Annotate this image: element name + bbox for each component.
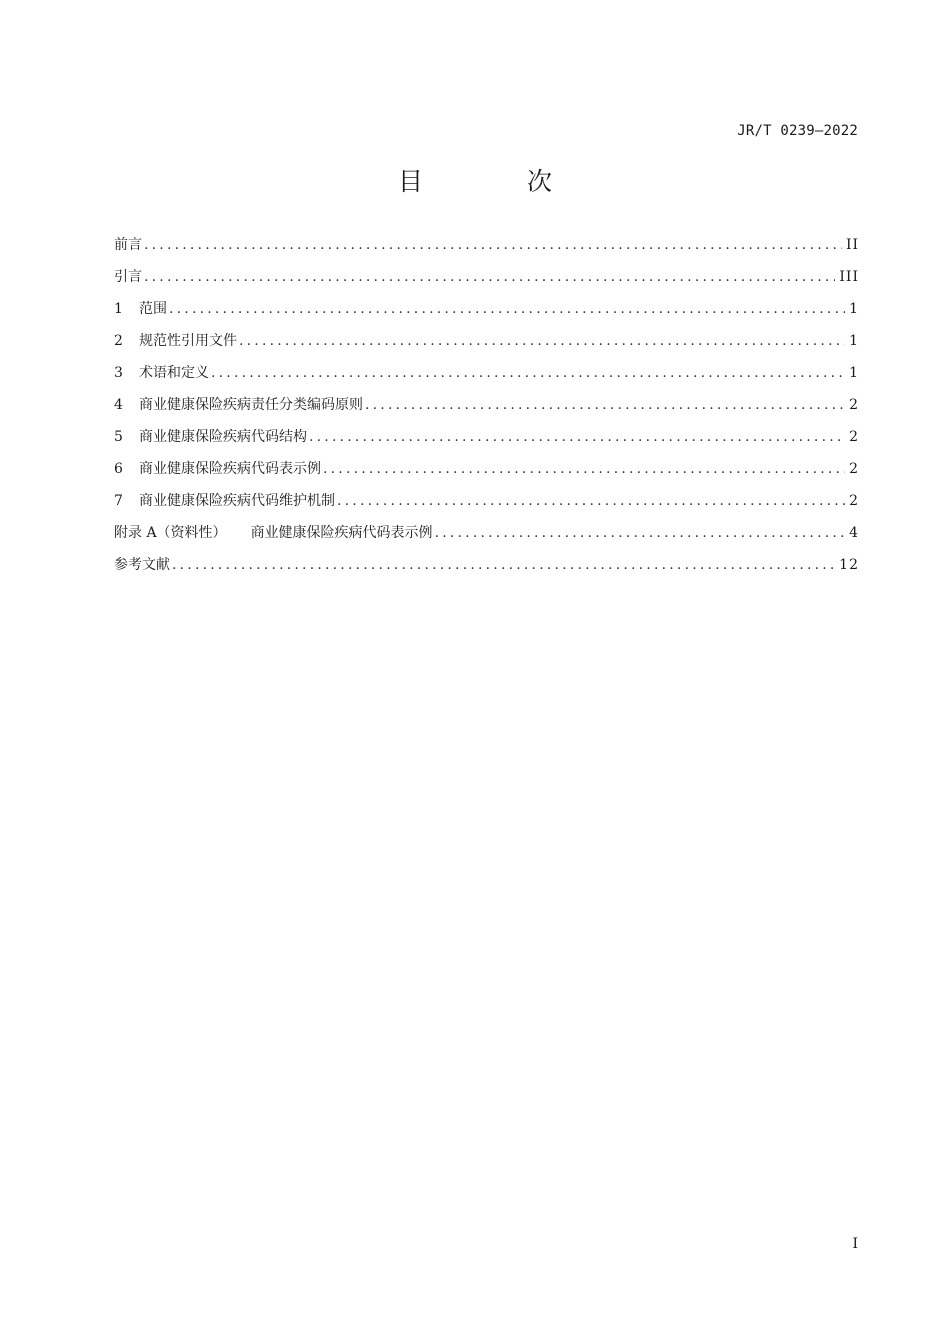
toc-entry-subtitle: 商业健康保险疾病代码表示例 [250, 525, 433, 541]
toc-entry-label: 商业健康保险疾病代码表示例 [139, 461, 321, 477]
toc-entry-page: 12 [839, 557, 859, 573]
toc-entry[interactable] [114, 552, 859, 584]
toc-entry-page: 4 [849, 525, 859, 541]
toc-entry-label: 参考文献 [114, 557, 170, 573]
toc-dot-leader [309, 424, 845, 450]
toc-dot-leader [323, 456, 845, 482]
toc-entry-label: 附录 A（资料性） [114, 525, 227, 541]
toc-entry-label: 前言 [114, 237, 142, 253]
toc-dot-leader [239, 328, 845, 354]
page-number: I [852, 1236, 858, 1252]
toc-entry-page: III [839, 269, 859, 285]
toc-entry-number: 6 [114, 461, 123, 477]
toc-entry[interactable] [114, 232, 859, 264]
toc-entry[interactable] [114, 456, 859, 488]
toc-dot-leader [435, 520, 846, 546]
toc-dot-leader [144, 232, 842, 258]
toc-dot-leader [144, 264, 835, 290]
toc-entry[interactable] [114, 488, 859, 520]
toc-entry[interactable] [114, 392, 859, 424]
toc-entry-label: 术语和定义 [139, 365, 209, 381]
toc-entry[interactable] [114, 360, 859, 392]
toc-dot-leader [211, 360, 845, 386]
toc-entry-number: 5 [114, 429, 123, 445]
toc-entry-page: 2 [849, 461, 859, 477]
toc-entry-label: 商业健康保险疾病代码维护机制 [139, 493, 335, 509]
toc-entry-number: 2 [114, 333, 123, 349]
toc-entry-number: 7 [114, 493, 123, 509]
toc-entry[interactable] [114, 424, 859, 456]
toc-entry-page: 2 [849, 429, 859, 445]
toc-entry-page: 1 [849, 333, 859, 349]
toc-entry-label: 商业健康保险疾病责任分类编码原则 [139, 397, 363, 413]
toc-entry-number: 1 [114, 301, 123, 317]
toc-entry[interactable] [114, 520, 859, 552]
toc-dot-leader [365, 392, 845, 418]
toc-dot-leader [169, 296, 845, 322]
toc-entry-page: 2 [849, 397, 859, 413]
toc-entry-label: 规范性引用文件 [139, 333, 237, 349]
toc-entry[interactable] [114, 264, 859, 296]
toc-entry[interactable] [114, 296, 859, 328]
toc-entry-page: 2 [849, 493, 859, 509]
toc-dot-leader [337, 488, 845, 514]
table-of-contents [114, 232, 859, 584]
toc-title: 目 次 [398, 167, 600, 196]
standard-code: JR/T 0239—2022 [737, 123, 858, 139]
toc-entry[interactable] [114, 328, 859, 360]
toc-entry-page: 1 [849, 301, 859, 317]
toc-entry-page: II [845, 237, 859, 253]
toc-entry-label: 引言 [114, 269, 142, 285]
toc-dot-leader [172, 552, 835, 578]
toc-entry-page: 1 [849, 365, 859, 381]
toc-entry-number: 4 [114, 397, 123, 413]
toc-entry-label: 商业健康保险疾病代码结构 [139, 429, 307, 445]
toc-entry-number: 3 [114, 365, 123, 381]
toc-entry-label: 范围 [139, 301, 167, 317]
